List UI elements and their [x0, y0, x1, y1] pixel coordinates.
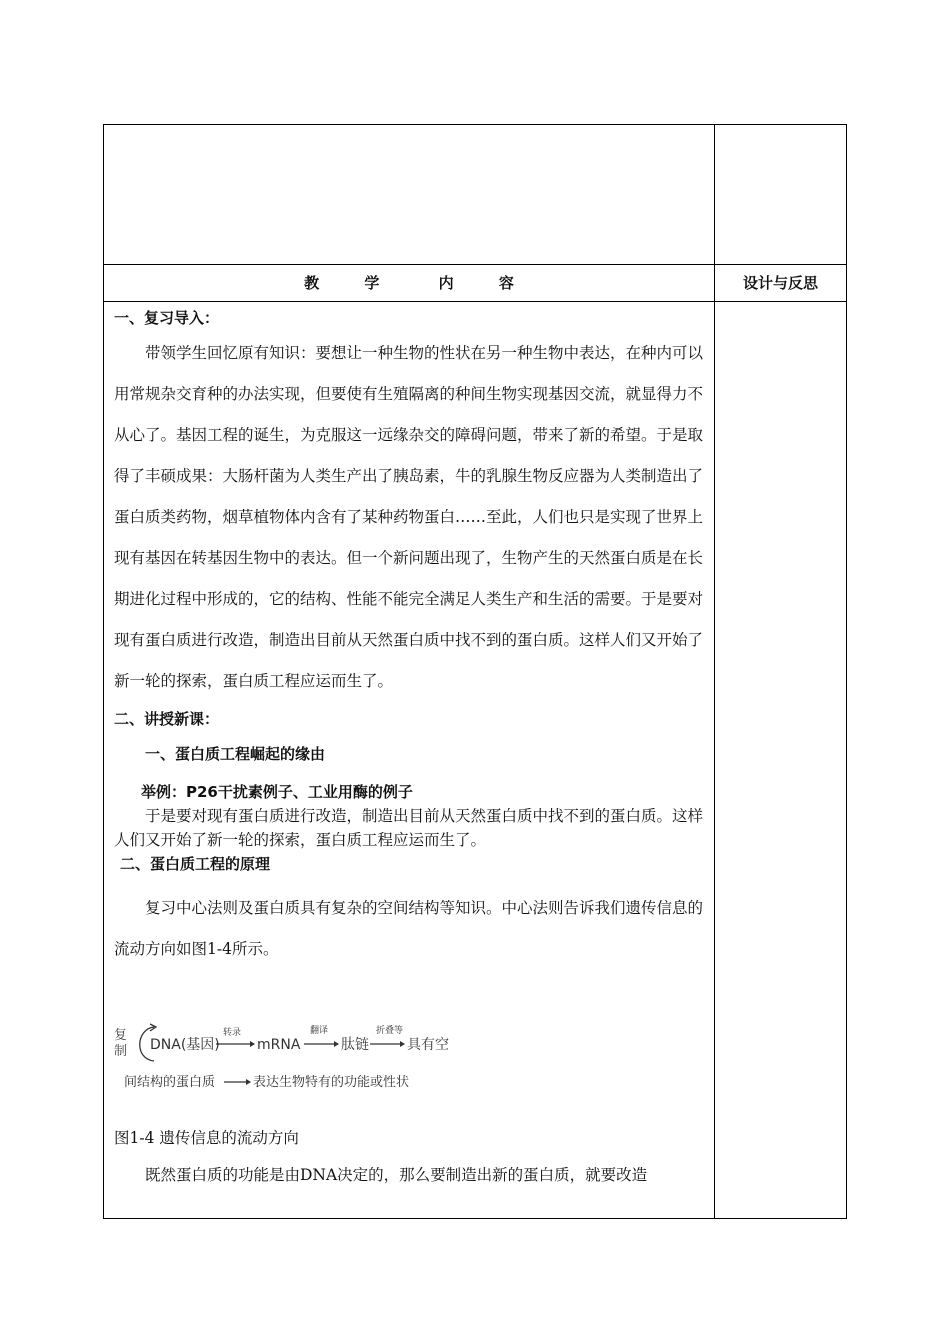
header-char: 教: [304, 274, 320, 292]
end-label-1: 具有空: [407, 1037, 449, 1053]
subsection-principle-title: 二、蛋白质工程的原理: [120, 855, 271, 873]
folding-label: 折叠等: [376, 1026, 404, 1036]
principle-paragraph: 复习中心法则及蛋白质具有复杂的空间结构等知识。中心法则告诉我们遗传信息的流动方向如图1-4所示。: [114, 899, 704, 958]
replicate-label-1: 复: [114, 1028, 128, 1043]
figure-caption: 图1-4 遗传信息的流动方向: [114, 1129, 299, 1147]
header-char: 内: [438, 274, 454, 292]
header-char: 学: [364, 274, 380, 292]
line2-end-label: 表达生物特有的功能或性状: [253, 1075, 410, 1090]
example-line: 举例：P26干扰素例子、工业用酶的例子: [141, 783, 413, 801]
translation-label: 翻译: [310, 1026, 329, 1036]
arrowhead: [250, 1041, 255, 1047]
row-divider-header: [104, 301, 846, 302]
transcription-label: 转录: [223, 1028, 242, 1038]
section-review-title: 一、复习导入：: [114, 309, 220, 327]
arrowhead: [334, 1041, 339, 1047]
subsection-origin-title: 一、蛋白质工程崛起的缘由: [145, 745, 326, 763]
arrowhead: [400, 1041, 405, 1047]
dna-label: DNA(基因): [150, 1037, 220, 1053]
peptide-label: 肽链: [341, 1037, 369, 1053]
review-paragraph: 带领学生回忆原有知识：要想让一种生物的性状在另一种生物中表达，在种内可以用常规杂交育种的办法实现，但要使有生殖隔离的种间生物实现基因交流，就显得力不从心了。基因工程的诞生，为克服这一远缘杂交的障碍问题，带来了新的希望。于是取得了丰硕成果：大肠杆菌为人类生产出了胰岛素，牛的乳腺生物反应器为人类制造出了蛋白质类药物，烟草植物体内含有了某种药物蛋白……至此，人们也只是实现了世界上现有基因在转基因生物中的表达。但一个新问题出现了，生物产生的天然蛋白质是在长期进化过程中形成的，它的结构、性能不能完全满足人类生产和生活的需要。于是要对现有蛋白质进行改造，制造出目前从天然蛋白质中找不到的蛋白质。这样人们又开始了新一轮的探索，蛋白质工程应运而生了。: [114, 344, 704, 690]
origin-paragraph: 于是要对现有蛋白质进行改造，制造出目前从天然蛋白质中找不到的蛋白质。这样人们又开始了新一轮的探索，蛋白质工程应运而生了。: [114, 807, 704, 849]
mrna-label: mRNA: [257, 1037, 301, 1053]
closing-paragraph: 既然蛋白质的功能是由DNA决定的，那么要制造出新的蛋白质，就要改造: [145, 1166, 648, 1184]
lesson-table: [103, 124, 847, 1219]
central-dogma-figure: [112, 1021, 472, 1103]
section-new-lesson-title: 二、讲授新课：: [114, 710, 220, 728]
line2-start-label: 间结构的蛋白质: [124, 1075, 216, 1090]
design-reflection-header: 设计与反思: [742, 274, 818, 292]
header-char: 容: [498, 274, 514, 292]
teaching-content-header: [104, 265, 714, 301]
replicate-label-2: 制: [114, 1044, 128, 1059]
teaching-content: [114, 303, 710, 970]
arrowhead: [246, 1079, 251, 1085]
